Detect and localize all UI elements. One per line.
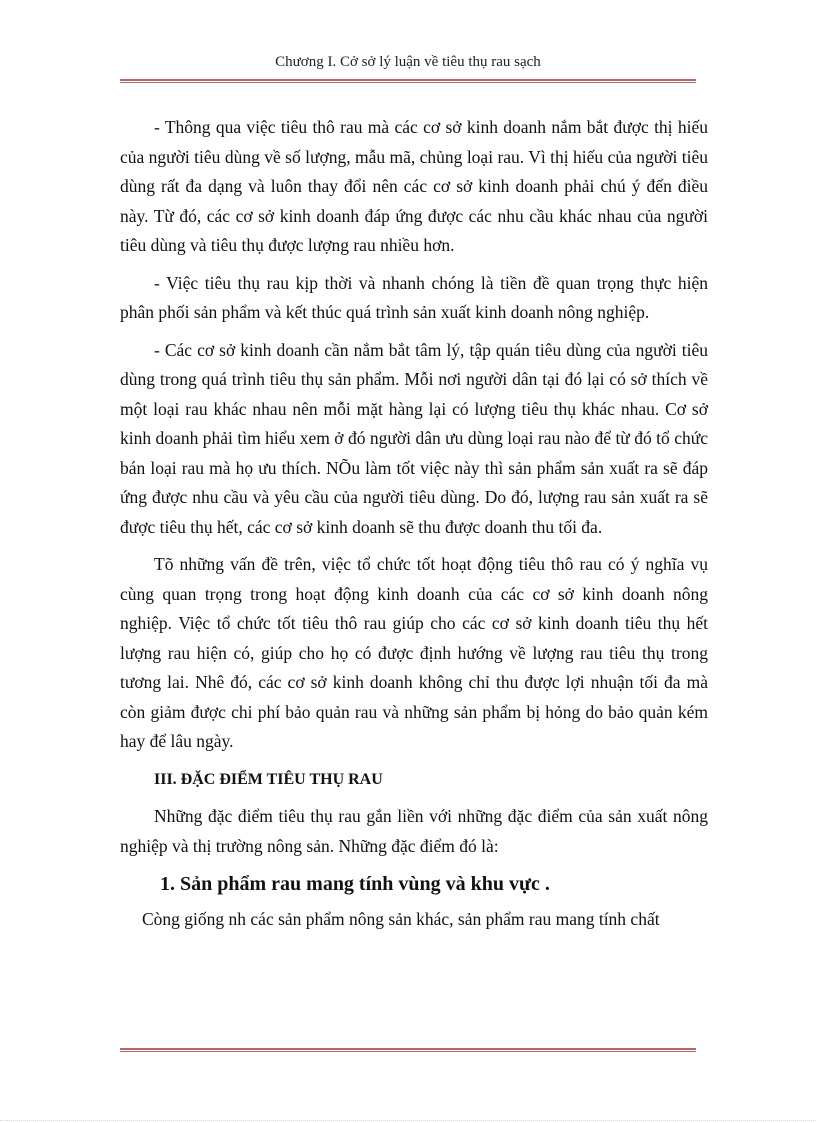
page-edge <box>0 1120 816 1121</box>
footer-rule <box>120 1048 696 1052</box>
sub-heading: 1. Sản phẩm rau mang tính vùng và khu vực . <box>160 873 550 895</box>
body-text <box>120 113 708 943</box>
paragraph-1: - Thông qua việc tiêu thô rau mà các cơ sở kinh doanh nắm bắt được thị hiếu của người tiêu dùng về số lượng, mẫu mã, chủng loại rau. Vì thị hiếu của người tiêu dùng rất đa dạng và luôn thay đổi nên các cơ sở kinh doanh phải chú ý đến điều này. Từ đó, các cơ sở kinh doanh đáp ứng được các nhu cầu khác nhau của người tiêu dùng và tiêu thụ được lượng rau nhiều hơn. <box>120 117 708 255</box>
section-heading: III. ĐẶC ĐIỂM TIÊU THỤ RAU <box>154 770 383 788</box>
section-intro: Những đặc điểm tiêu thụ rau gắn liền với những đặc điểm của sản xuất nông nghiệp và thị trường nông sản. Những đặc điểm đó là: <box>120 806 708 856</box>
page-header-title: Chương I. Cở sở lý luận về tiêu thụ rau sạch <box>275 54 541 70</box>
paragraph-4: Tõ những vấn đề trên, việc tổ chức tốt hoạt động tiêu thô rau có ý nghĩa vụ cùng quan trọng trong hoạt động kinh doanh của các cơ sở kinh doanh nông nghiệp. Việc tổ chức tốt tiêu thô rau giúp cho các cơ sở kinh doanh tiêu thụ hết lượng rau hiện có, giúp cho họ có được định hướng về lượng rau tiêu thụ trong tương lai. Nhê đó, các cơ sở kinh doanh không chỉ thu được lợi nhuận tối đa mà còn giảm được chi phí bảo quản rau và những sản phẩm bị hỏng do bảo quản kém hay để lâu ngày. <box>120 554 708 751</box>
paragraph-2: - Việc tiêu thụ rau kịp thời và nhanh chóng là tiền đề quan trọng thực hiện phân phối sản phẩm và kết thúc quá trình sản xuất kinh doanh nông nghiệp. <box>120 272 708 322</box>
paragraph-continuation: Còng giống nh các sản phẩm nông sản khác, sản phẩm rau mang tính chất <box>142 909 660 929</box>
header-rule <box>120 79 696 83</box>
paragraph-3: - Các cơ sở kinh doanh cần nắm bắt tâm lý, tập quán tiêu dùng của người tiêu dùng trong quá trình tiêu thụ sản phẩm. Mỗi nơi người dân tại đó lại có sở thích về một loại rau khác nhau nên mỗi mặt hàng lại có lượng tiêu thụ khác nhau. Cơ sở kinh doanh phải tìm hiểu xem ở đó người dân ưu dùng loại rau nào để từ đó tổ chức bán loại rau mà họ ưu thích. NÕu làm tốt việc này thì sản phẩm sản xuất ra sẽ đáp ứng được nhu cầu và yêu cầu của người tiêu dùng. Do đó, lượng rau sản xuất ra sẽ được tiêu thụ hết, các cơ sở kinh doanh sẽ thu được doanh thu tối đa. <box>120 339 708 537</box>
